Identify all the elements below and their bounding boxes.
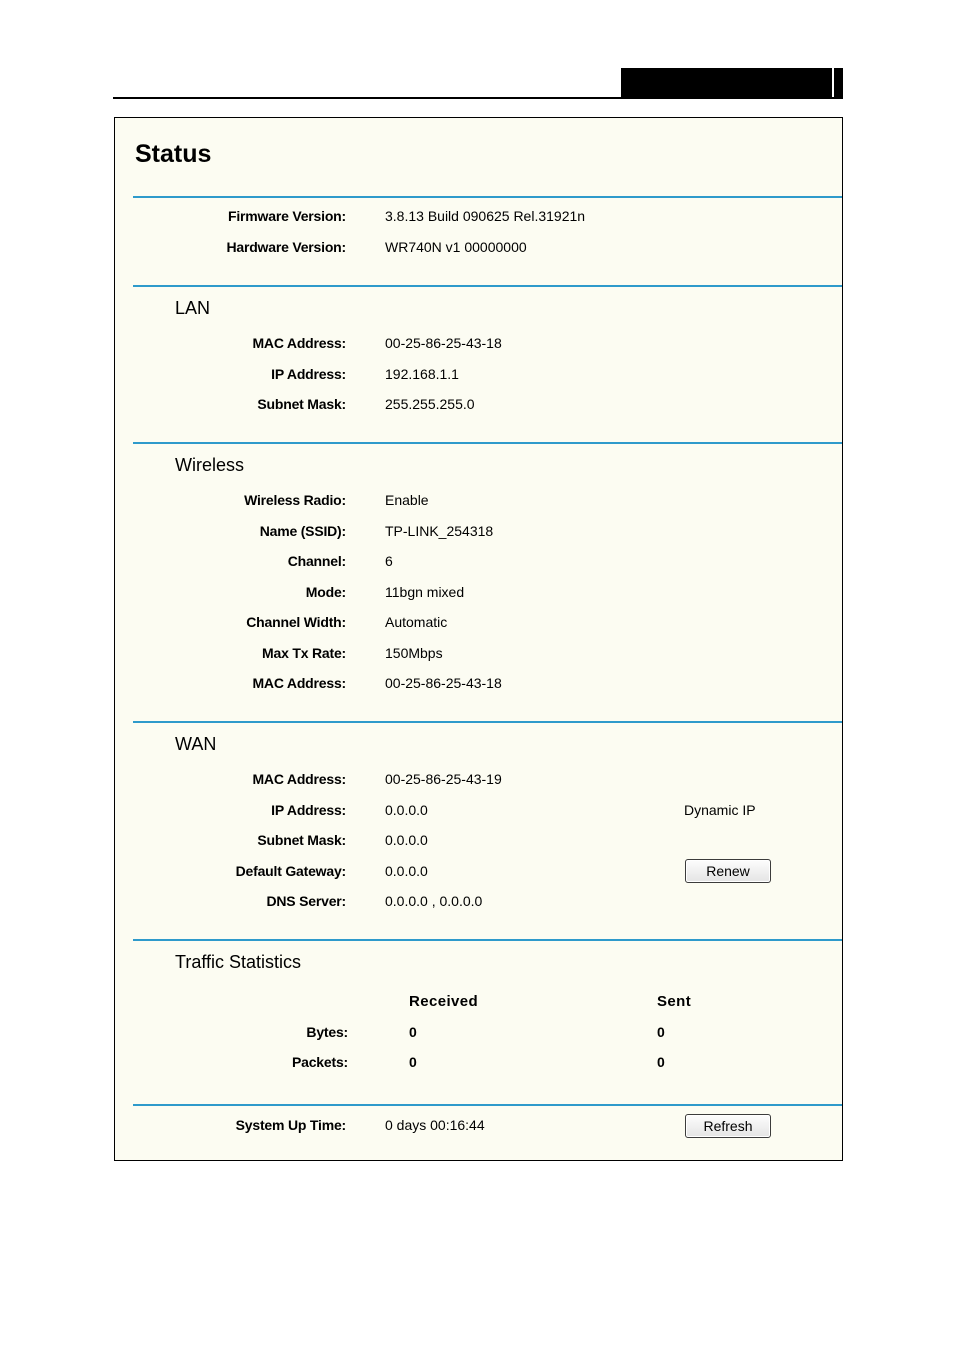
wireless-radio-value: Enable: [385, 492, 429, 508]
wireless-mac-value: 00-25-86-25-43-18: [385, 675, 502, 691]
wan-heading: WAN: [175, 734, 217, 754]
lan-mac-label: MAC Address:: [252, 335, 346, 351]
wireless-mode-value: 11bgn mixed: [385, 584, 465, 600]
lan-subnet-value: 255.255.255.0: [385, 396, 475, 412]
wireless-max-tx-value: 150Mbps: [385, 645, 443, 661]
wireless-ssid-value: TP-LINK_254318: [385, 523, 494, 539]
status-panel: [114, 117, 843, 1161]
uptime-label: System Up Time:: [235, 1117, 346, 1133]
wan-gateway-value: 0.0.0.0: [385, 863, 428, 879]
traffic-received-header: Received: [409, 993, 479, 1010]
wan-ip-value: 0.0.0.0: [385, 802, 428, 818]
divider-firmware: [133, 196, 842, 198]
traffic-packets-sent: 0: [657, 1054, 665, 1070]
header-bar-notch: [832, 68, 834, 99]
wan-mac-label: MAC Address:: [252, 771, 346, 787]
hardware-version-value: WR740N v1 00000000: [385, 239, 527, 255]
lan-ip-label: IP Address:: [271, 366, 346, 382]
document-header-rule: [113, 97, 843, 99]
traffic-bytes-label: Bytes:: [306, 1024, 348, 1040]
divider-uptime: [133, 1104, 842, 1106]
traffic-packets-received: 0: [409, 1054, 417, 1070]
traffic-bytes-received: 0: [409, 1024, 417, 1040]
refresh-button[interactable]: Refresh: [685, 1114, 771, 1138]
wan-gateway-label: Default Gateway:: [235, 863, 346, 879]
lan-subnet-label: Subnet Mask:: [257, 396, 346, 412]
wireless-channel-value: 6: [385, 553, 393, 569]
traffic-packets-label: Packets:: [292, 1054, 348, 1070]
renew-button[interactable]: Renew: [685, 859, 771, 883]
lan-heading: LAN: [175, 298, 211, 318]
hardware-version-label: Hardware Version:: [226, 239, 346, 255]
wan-dns-value: 0.0.0.0 , 0.0.0.0: [385, 893, 483, 909]
wireless-channel-width-value: Automatic: [385, 614, 448, 630]
wan-dns-label: DNS Server:: [266, 893, 346, 909]
traffic-heading: Traffic Statistics: [175, 952, 302, 972]
lan-mac-value: 00-25-86-25-43-18: [385, 335, 502, 351]
wan-connection-type: Dynamic IP: [684, 802, 756, 818]
divider-wan: [133, 721, 842, 723]
wireless-heading: Wireless: [175, 455, 245, 475]
wan-subnet-value: 0.0.0.0: [385, 832, 428, 848]
wireless-channel-width-label: Channel Width:: [246, 614, 346, 630]
wireless-mac-label: MAC Address:: [252, 675, 346, 691]
firmware-version-value: 3.8.13 Build 090625 Rel.31921n: [385, 208, 586, 224]
divider-lan: [133, 285, 842, 287]
page-title: Status: [135, 140, 212, 168]
wan-mac-value: 00-25-86-25-43-19: [385, 771, 502, 787]
divider-wireless: [133, 442, 842, 444]
uptime-value: 0 days 00:16:44: [385, 1117, 485, 1133]
traffic-bytes-sent: 0: [657, 1024, 665, 1040]
firmware-version-label: Firmware Version:: [228, 208, 346, 224]
wan-subnet-label: Subnet Mask:: [257, 832, 346, 848]
wireless-mode-label: Mode:: [305, 584, 346, 600]
lan-ip-value: 192.168.1.1: [385, 366, 459, 382]
divider-traffic: [133, 939, 842, 941]
wan-ip-label: IP Address:: [271, 802, 346, 818]
document-header-bar: [621, 68, 843, 99]
wireless-ssid-label: Name (SSID):: [259, 523, 346, 539]
traffic-sent-header: Sent: [657, 993, 692, 1010]
wireless-radio-label: Wireless Radio:: [244, 492, 346, 508]
wireless-max-tx-label: Max Tx Rate:: [262, 645, 346, 661]
wireless-channel-label: Channel:: [287, 553, 346, 569]
